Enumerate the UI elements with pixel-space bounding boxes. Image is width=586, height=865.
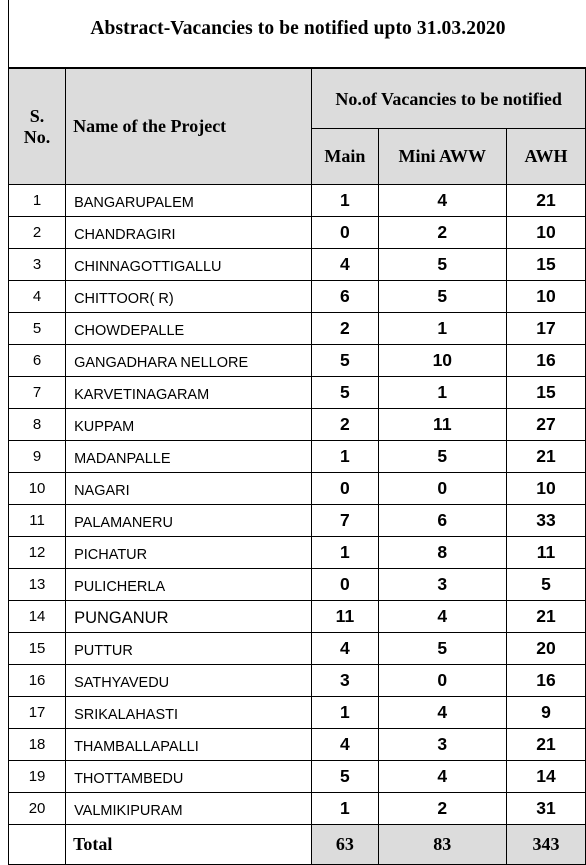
row-sno: 19 — [9, 761, 66, 793]
row-awh: 31 — [507, 793, 586, 825]
vacancies-table — [8, 68, 586, 865]
row-main: 2 — [312, 409, 378, 441]
row-mini-aww: 6 — [378, 505, 507, 537]
row-sno: 11 — [9, 505, 66, 537]
row-project-name: CHANDRAGIRI — [66, 217, 312, 249]
row-awh: 16 — [507, 665, 586, 697]
header-mini-aww: Mini AWW — [378, 129, 507, 185]
row-awh: 10 — [507, 217, 586, 249]
row-sno: 1 — [9, 185, 66, 217]
row-mini-aww: 5 — [378, 249, 507, 281]
row-project-name: PICHATUR — [66, 537, 312, 569]
row-mini-aww: 1 — [378, 377, 507, 409]
row-awh: 20 — [507, 633, 586, 665]
table-row — [9, 729, 586, 761]
row-mini-aww: 4 — [378, 185, 507, 217]
row-sno: 2 — [9, 217, 66, 249]
row-project-name: CHINNAGOTTIGALLU — [66, 249, 312, 281]
row-main: 7 — [312, 505, 378, 537]
row-mini-aww: 2 — [378, 793, 507, 825]
row-project-name: CHOWDEPALLE — [66, 313, 312, 345]
row-sno: 5 — [9, 313, 66, 345]
row-mini-aww: 1 — [378, 313, 507, 345]
row-main: 5 — [312, 761, 378, 793]
title-box — [8, 0, 586, 68]
row-project-name: PUNGANUR — [66, 601, 312, 633]
row-main: 5 — [312, 377, 378, 409]
row-mini-aww: 4 — [378, 601, 507, 633]
table-row — [9, 569, 586, 601]
row-main: 0 — [312, 217, 378, 249]
row-main: 2 — [312, 313, 378, 345]
row-awh: 33 — [507, 505, 586, 537]
row-sno: 16 — [9, 665, 66, 697]
total-awh: 343 — [507, 825, 586, 865]
row-awh: 21 — [507, 729, 586, 761]
row-awh: 5 — [507, 569, 586, 601]
row-awh: 21 — [507, 601, 586, 633]
table-row — [9, 601, 586, 633]
table-row — [9, 249, 586, 281]
table-row — [9, 633, 586, 665]
row-mini-aww: 8 — [378, 537, 507, 569]
total-sno-empty — [9, 825, 66, 865]
row-main: 11 — [312, 601, 378, 633]
row-sno: 6 — [9, 345, 66, 377]
row-project-name: BANGARUPALEM — [66, 185, 312, 217]
row-mini-aww: 4 — [378, 761, 507, 793]
row-mini-aww: 3 — [378, 569, 507, 601]
row-sno: 18 — [9, 729, 66, 761]
table-row — [9, 793, 586, 825]
table-row — [9, 377, 586, 409]
row-mini-aww: 2 — [378, 217, 507, 249]
row-project-name: PUTTUR — [66, 633, 312, 665]
row-main: 4 — [312, 633, 378, 665]
total-mini-aww: 83 — [378, 825, 507, 865]
row-project-name: NAGARI — [66, 473, 312, 505]
row-awh: 15 — [507, 377, 586, 409]
table-row — [9, 505, 586, 537]
row-mini-aww: 4 — [378, 697, 507, 729]
row-awh: 21 — [507, 185, 586, 217]
table-row — [9, 313, 586, 345]
row-mini-aww: 5 — [378, 633, 507, 665]
total-main: 63 — [312, 825, 378, 865]
row-sno: 20 — [9, 793, 66, 825]
row-sno: 9 — [9, 441, 66, 473]
row-project-name: VALMIKIPURAM — [66, 793, 312, 825]
total-label: Total — [66, 825, 312, 865]
row-mini-aww: 11 — [378, 409, 507, 441]
row-main: 1 — [312, 185, 378, 217]
table-row — [9, 409, 586, 441]
row-awh: 27 — [507, 409, 586, 441]
table-row — [9, 537, 586, 569]
table-row — [9, 281, 586, 313]
row-awh: 15 — [507, 249, 586, 281]
table-row — [9, 473, 586, 505]
row-project-name: PALAMANERU — [66, 505, 312, 537]
header-main: Main — [312, 129, 378, 185]
row-awh: 10 — [507, 281, 586, 313]
row-awh: 16 — [507, 345, 586, 377]
row-main: 0 — [312, 569, 378, 601]
row-awh: 10 — [507, 473, 586, 505]
row-mini-aww: 10 — [378, 345, 507, 377]
row-main: 1 — [312, 537, 378, 569]
table-row — [9, 441, 586, 473]
row-sno: 15 — [9, 633, 66, 665]
table-row — [9, 185, 586, 217]
row-main: 4 — [312, 729, 378, 761]
row-project-name: KUPPAM — [66, 409, 312, 441]
row-sno: 8 — [9, 409, 66, 441]
row-project-name: SATHYAVEDU — [66, 665, 312, 697]
row-project-name: CHITTOOR( R) — [66, 281, 312, 313]
row-awh: 14 — [507, 761, 586, 793]
page-title: Abstract-Vacancies to be notified upto 31.03.2020 — [90, 18, 506, 39]
row-project-name: SRIKALAHASTI — [66, 697, 312, 729]
row-main: 5 — [312, 345, 378, 377]
row-awh: 11 — [507, 537, 586, 569]
row-project-name: MADANPALLE — [66, 441, 312, 473]
header-project-name: Name of the Project — [66, 69, 312, 185]
row-awh: 17 — [507, 313, 586, 345]
table-row — [9, 665, 586, 697]
table-row — [9, 345, 586, 377]
table-row — [9, 217, 586, 249]
row-mini-aww: 0 — [378, 473, 507, 505]
header-row-1 — [9, 69, 586, 129]
header-sno — [9, 69, 66, 185]
row-mini-aww: 3 — [378, 729, 507, 761]
row-project-name: THAMBALLAPALLI — [66, 729, 312, 761]
table-row — [9, 697, 586, 729]
table-row — [9, 761, 586, 793]
row-awh: 21 — [507, 441, 586, 473]
row-main: 1 — [312, 441, 378, 473]
header-vacancies-group: No.of Vacancies to be notified — [312, 69, 586, 129]
row-sno: 12 — [9, 537, 66, 569]
total-row — [9, 825, 586, 865]
row-sno: 17 — [9, 697, 66, 729]
row-sno: 10 — [9, 473, 66, 505]
row-project-name: THOTTAMBEDU — [66, 761, 312, 793]
row-sno: 7 — [9, 377, 66, 409]
row-awh: 9 — [507, 697, 586, 729]
row-main: 0 — [312, 473, 378, 505]
row-project-name: PULICHERLA — [66, 569, 312, 601]
row-main: 6 — [312, 281, 378, 313]
row-main: 4 — [312, 249, 378, 281]
header-sno-line2: No. — [23, 126, 51, 147]
row-mini-aww: 5 — [378, 441, 507, 473]
row-sno: 13 — [9, 569, 66, 601]
row-project-name: KARVETINAGARAM — [66, 377, 312, 409]
header-sno-line1: S. — [29, 105, 45, 126]
header-awh: AWH — [507, 129, 586, 185]
row-sno: 14 — [9, 601, 66, 633]
row-sno: 3 — [9, 249, 66, 281]
row-main: 1 — [312, 793, 378, 825]
row-main: 1 — [312, 697, 378, 729]
row-project-name: GANGADHARA NELLORE — [66, 345, 312, 377]
row-mini-aww: 5 — [378, 281, 507, 313]
row-mini-aww: 0 — [378, 665, 507, 697]
row-main: 3 — [312, 665, 378, 697]
row-sno: 4 — [9, 281, 66, 313]
